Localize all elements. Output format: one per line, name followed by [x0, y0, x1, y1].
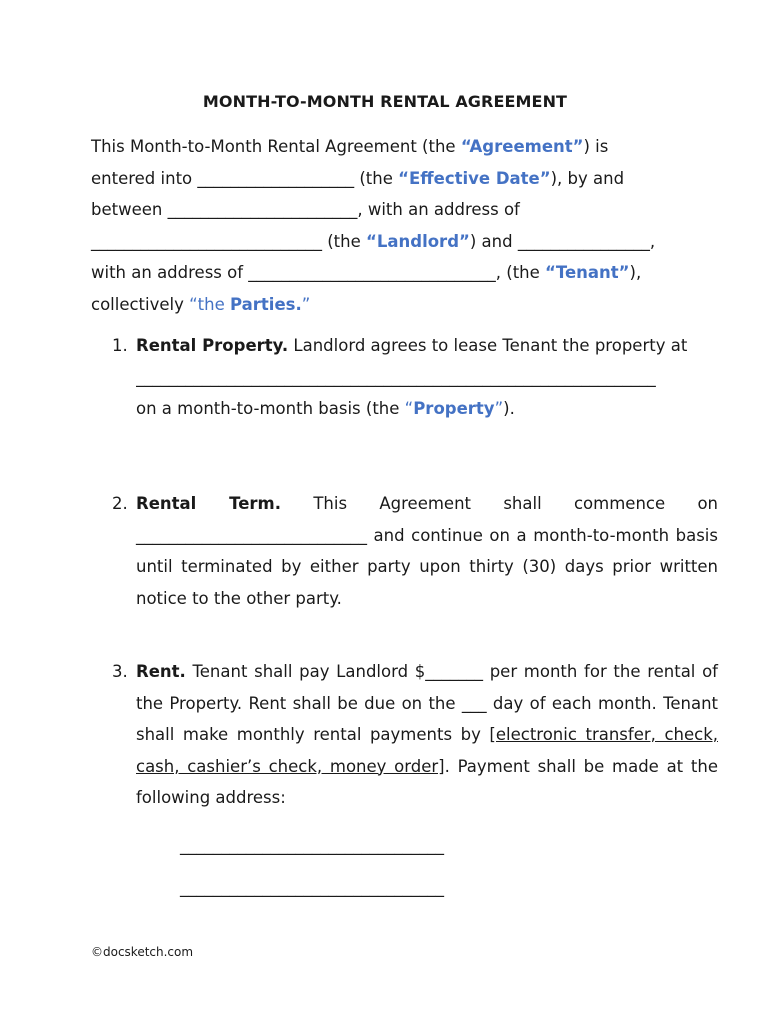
property-address-line: _______________________________________________________________ — [136, 367, 656, 387]
section-body: Rent. Tenant shall pay Landlord $_______ per month for the rental of the Property. Rent shall be due on the ___ day of each month. Tenant shall make monthly rental payments by [electronic transfer, check, cash, cashier’s check, money order]. Payment shall be made at the following address: — [136, 662, 718, 807]
intro-line-3: between _______________________, with an address of — [91, 200, 520, 219]
footer-copyright: ©docsketch.com — [91, 945, 194, 959]
intro-paragraph — [91, 131, 691, 320]
intro-line-6: collectively “the Parties.” — [91, 294, 311, 314]
section-number: 1. — [112, 336, 128, 355]
section-body: Rental Term. This Agreement shall commence on — [136, 494, 718, 513]
section-rental-property — [112, 330, 718, 425]
section-heading: Rental Property. — [136, 336, 289, 355]
section-heading: Rental Term. — [136, 494, 281, 513]
intro-line-2: entered into ___________________ (the “Effective Date”), by and — [91, 168, 625, 188]
effective-date-term: “Effective Date” — [398, 168, 551, 188]
property-term: Property — [413, 399, 495, 418]
payment-address-line-2: ________________________________ — [180, 878, 444, 897]
section-body: Rental Property. Landlord agrees to lease Tenant the property at — [136, 336, 688, 355]
agreement-term: “Agreement” — [460, 137, 584, 156]
payment-methods: [electronic transfer, check, cash, cashier’s check, money order] — [136, 725, 718, 776]
payment-address-line-1: ________________________________ — [180, 836, 444, 855]
parties-term: Parties. — [230, 294, 302, 314]
section-number: 2. — [112, 494, 128, 513]
intro-line-4: ____________________________ (the “Landlord”) and ________________, — [91, 231, 656, 251]
section-rental-term — [112, 488, 718, 614]
tenant-term: “Tenant” — [545, 263, 630, 282]
section-number: 3. — [112, 662, 128, 681]
intro-line-5: with an address of ______________________________, (the “Tenant”), — [91, 263, 642, 282]
section-rent — [112, 656, 718, 814]
intro-line-1: This Month-to-Month Rental Agreement (the “Agreement”) is — [91, 137, 609, 156]
document-title: MONTH-TO-MONTH RENTAL AGREEMENT — [202, 92, 568, 111]
section-body-end: on a month-to-month basis (the “Property”). — [136, 399, 515, 418]
landlord-term: “Landlord” — [366, 231, 470, 251]
section-heading: Rent. — [136, 662, 186, 681]
section-body-cont: ____________________________ and continue on a month-to-month basis until terminated by either party upon thirty (30) days prior written notice to the other party. — [136, 525, 718, 608]
